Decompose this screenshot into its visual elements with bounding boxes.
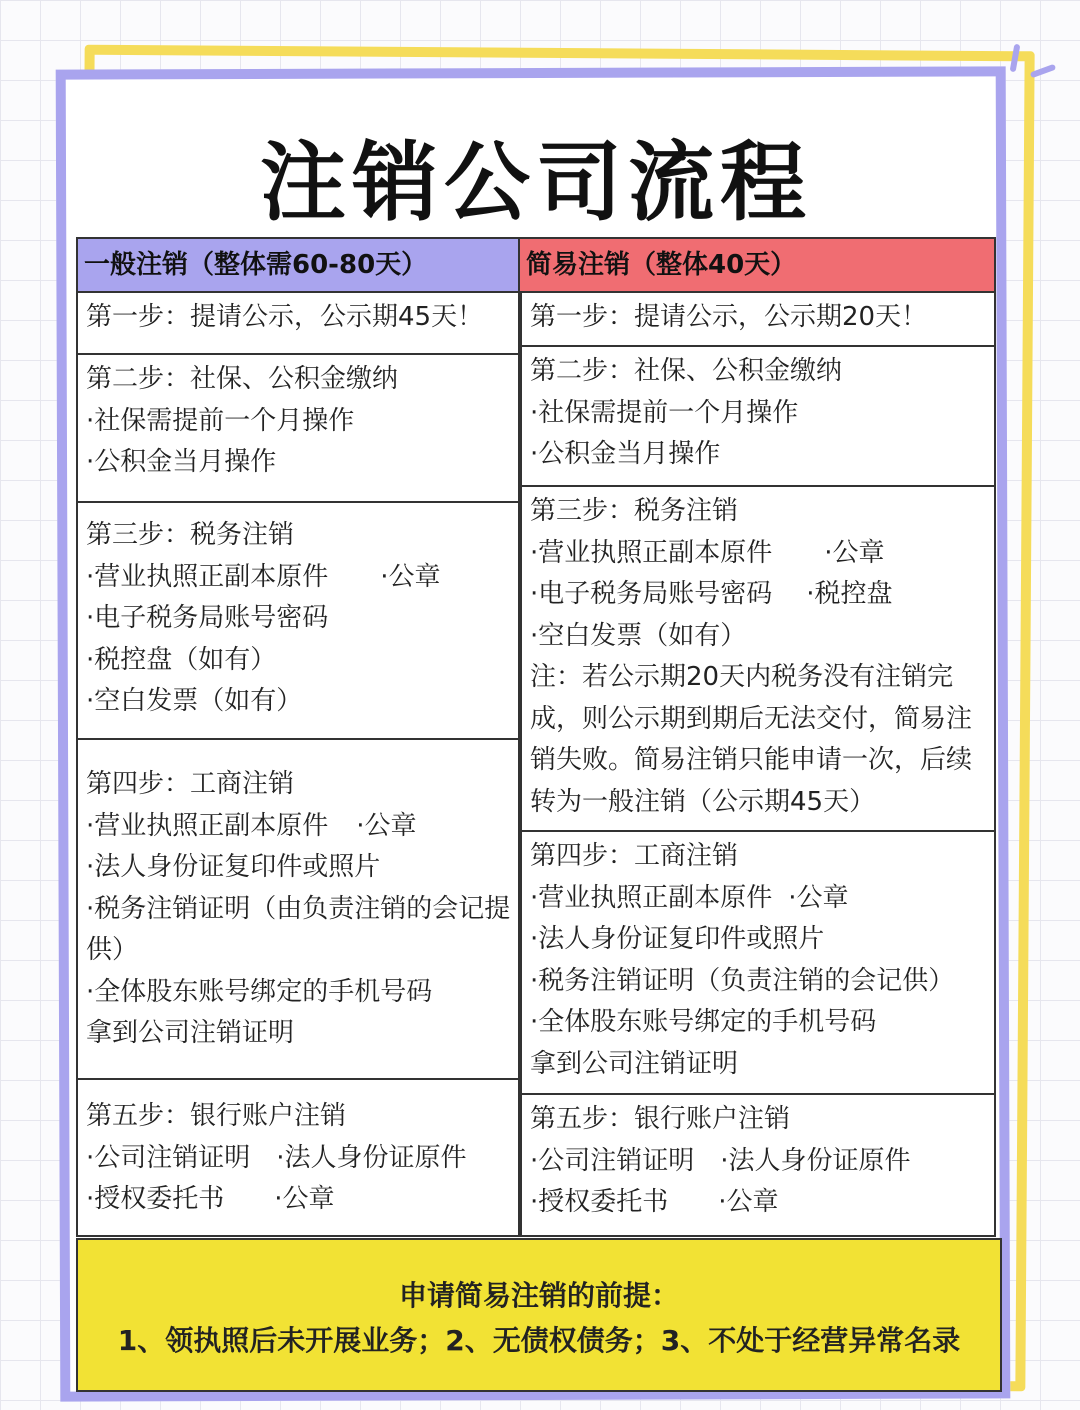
general-column bbox=[76, 237, 520, 1237]
list-item bbox=[530, 1182, 988, 1224]
comparison-table bbox=[76, 237, 996, 1237]
list-item bbox=[530, 574, 988, 616]
list-item: ·空白发票（如有） bbox=[530, 620, 747, 651]
step-result: 拿到公司注销证明 bbox=[530, 1048, 739, 1079]
general-step3 bbox=[76, 503, 520, 740]
list-item bbox=[530, 878, 988, 920]
step-title: 第三步：税务注销 bbox=[530, 496, 739, 526]
list-item bbox=[86, 806, 512, 848]
general-step2 bbox=[76, 355, 520, 503]
item-text: ·公章 bbox=[718, 1187, 779, 1217]
simple-header: 简易注销（整体40天） bbox=[520, 237, 996, 293]
step-title: 第二步：社保、公积金缴纳 bbox=[86, 364, 399, 394]
list-item: ·社保需提前一个月操作 bbox=[86, 405, 355, 436]
list-item: ·法人身份证复印件或照片 bbox=[86, 852, 381, 882]
simple-column bbox=[520, 237, 996, 1237]
list-item: ·全体股东账号绑定的手机号码 bbox=[86, 976, 433, 1007]
simple-step5 bbox=[520, 1095, 996, 1237]
item-text: ·法人身份证原件 bbox=[276, 1142, 467, 1173]
list-item bbox=[530, 1141, 988, 1183]
list-item: ·公积金当月操作 bbox=[530, 439, 721, 469]
simple-step2 bbox=[520, 347, 996, 487]
step-note: 注：若公示期20天内税务没有注销完成，则公示期到期后无法交付，简易注销失败。简易注销只能申请一次，后续转为一般注销（公示期45天） bbox=[530, 662, 973, 817]
step-title: 第二步：社保、公积金缴纳 bbox=[530, 356, 843, 386]
list-item: ·全体股东账号绑定的手机号码 bbox=[530, 1007, 877, 1037]
prerequisite-box bbox=[76, 1238, 1002, 1392]
step-text: 第一步：提请公示，公示期20天！ bbox=[530, 302, 928, 332]
step-result: 拿到公司注销证明 bbox=[86, 1018, 295, 1048]
item-text: ·法人身份证原件 bbox=[720, 1145, 911, 1176]
step-title: 第三步：税务注销 bbox=[86, 520, 295, 550]
simple-step4 bbox=[520, 832, 996, 1095]
item-text: ·公章 bbox=[380, 561, 441, 592]
list-item: ·税务注销证明（负责注销的会记供） bbox=[530, 965, 955, 996]
prerequisite-title: 申请简易注销的前提： bbox=[398, 1279, 679, 1312]
item-text: ·授权委托书 bbox=[530, 1187, 669, 1217]
step-title: 第四步：工商注销 bbox=[530, 841, 739, 871]
item-text: ·税控盘 bbox=[806, 579, 893, 609]
item-text: ·电子税务局账号密码 bbox=[530, 579, 773, 609]
list-item: ·电子税务局账号密码 bbox=[86, 603, 329, 633]
item-text: ·公司注销证明 bbox=[530, 1145, 695, 1176]
prerequisite-conditions: 1、领执照后未开展业务；2、无债权债务；3、不处于经营异常名录 bbox=[117, 1324, 961, 1357]
list-item: ·公积金当月操作 bbox=[86, 447, 277, 477]
step-text: 第一步：提请公示，公示期45天！ bbox=[86, 302, 484, 332]
item-text: ·营业执照正副本原件 bbox=[86, 810, 329, 841]
item-text: ·营业执照正副本原件 bbox=[530, 882, 773, 913]
list-item: ·税控盘（如有） bbox=[86, 644, 277, 675]
step-title: 第五步：银行账户注销 bbox=[530, 1104, 791, 1134]
item-text: ·营业执照正副本原件 bbox=[530, 537, 773, 568]
general-step5 bbox=[76, 1080, 520, 1237]
list-item: ·社保需提前一个月操作 bbox=[530, 397, 799, 428]
item-text: ·公章 bbox=[788, 882, 849, 913]
step-title: 第四步：工商注销 bbox=[86, 769, 295, 799]
item-text: ·公章 bbox=[274, 1184, 335, 1214]
list-item bbox=[86, 1179, 512, 1221]
general-header: 一般注销（整体需60-80天） bbox=[76, 237, 520, 293]
item-text: ·公司注销证明 bbox=[86, 1142, 251, 1173]
step-title: 第五步：银行账户注销 bbox=[86, 1101, 347, 1131]
list-item bbox=[530, 533, 988, 575]
list-item: ·空白发票（如有） bbox=[86, 686, 303, 716]
item-text: ·营业执照正副本原件 bbox=[86, 561, 329, 592]
simple-step3 bbox=[520, 487, 996, 832]
list-item: ·法人身份证复印件或照片 bbox=[530, 924, 825, 954]
list-item bbox=[86, 1138, 512, 1180]
list-item: ·税务注销证明（由负责注销的会记提供） bbox=[86, 893, 511, 965]
item-text: ·授权委托书 bbox=[86, 1184, 225, 1214]
item-text: ·公章 bbox=[356, 810, 417, 841]
general-step1 bbox=[76, 293, 520, 355]
page-title: 注销公司流程 bbox=[260, 133, 812, 233]
list-item bbox=[86, 557, 512, 599]
general-step4 bbox=[76, 740, 520, 1080]
item-text: ·公章 bbox=[824, 537, 885, 568]
simple-step1 bbox=[520, 293, 996, 347]
